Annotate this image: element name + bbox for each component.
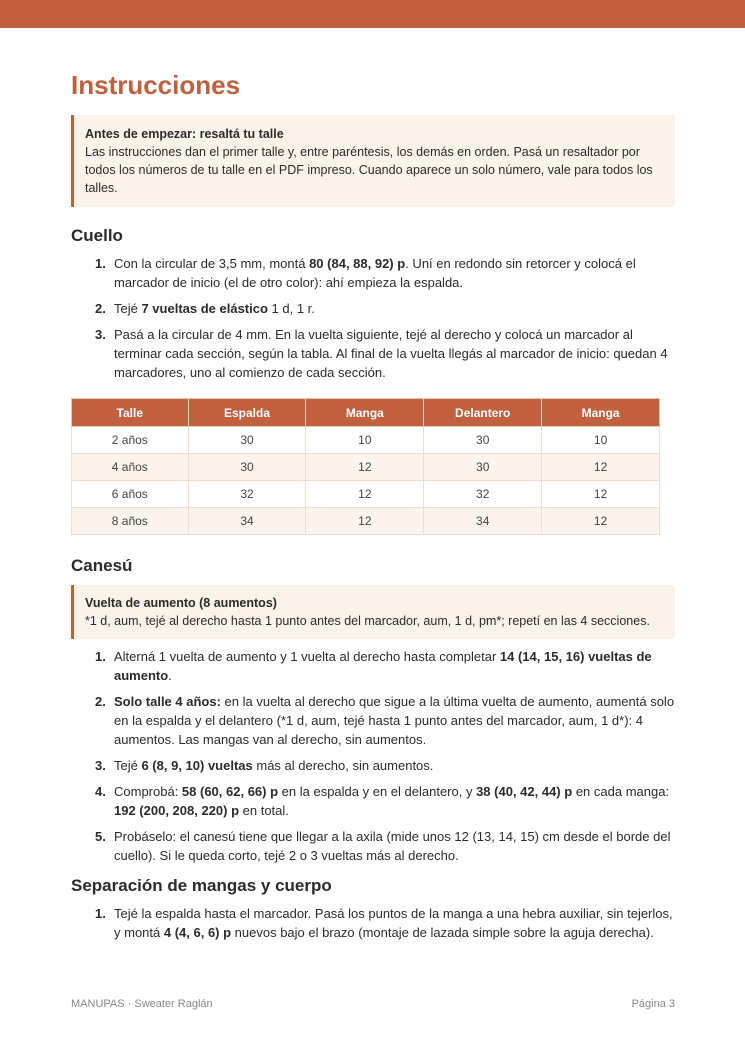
table-row [72, 454, 660, 481]
table-cell: 6 años [72, 481, 189, 508]
step-text: Alterná 1 vuelta de aumento y 1 vuelta al derecho hasta completar [114, 649, 500, 664]
step-emphasis: 4 (4, 6, 6) p [163, 925, 232, 940]
step-text: Tejé [114, 301, 142, 316]
size-callout-title: Antes de empezar: resaltá tu talle [85, 127, 284, 141]
step-text: en la vuelta al derecho que sigue a la última vuelta de aumento, aumentá solo en la espalda y el delantero (*1 d, aum, tejé hasta 1 punto antes del marcador, aum, 1 d*): 4 aumentos. Las mangas van al derecho, sin aumentos. [114, 694, 675, 747]
canesu-steps [71, 647, 675, 865]
table-row [72, 481, 660, 508]
table-header-cell: Manga [542, 399, 660, 427]
step-text: 1 d, 1 r. [267, 301, 315, 316]
instruction-step [71, 692, 675, 749]
step-emphasis: 80 (84, 88, 92) p [309, 256, 406, 271]
step-text: nuevos bajo el brazo (montaje de lazada simple sobre la aguja derecha). [231, 925, 654, 940]
step-number: 2. [95, 694, 106, 709]
table-cell: 10 [306, 427, 424, 454]
table-cell: 12 [542, 481, 660, 508]
table-cell: 34 [424, 508, 542, 535]
step-number: 3. [95, 327, 106, 342]
section-heading-separacion: Separación de mangas y cuerpo [71, 876, 332, 895]
page-title: Instrucciones [71, 70, 241, 100]
instruction-step [71, 827, 675, 865]
step-text: en la espalda y en el delantero, y [278, 784, 477, 799]
step-number: 1. [95, 649, 106, 664]
step-number: 1. [95, 256, 106, 271]
separacion-steps [71, 904, 675, 942]
step-number: 1. [95, 906, 106, 921]
table-header-cell: Talle [72, 399, 189, 427]
table-cell: 30 [188, 454, 306, 481]
step-number: 5. [95, 829, 106, 844]
step-emphasis: 14 (14, 15, 16) vueltas de aumento [114, 649, 652, 683]
step-text: más al derecho, sin aumentos. [252, 758, 434, 773]
section-heading-canesu: Canesú [71, 556, 133, 575]
section-heading-cuello: Cuello [71, 226, 123, 245]
instruction-step [71, 254, 675, 292]
step-text: Comprobá: [114, 784, 182, 799]
instruction-step [71, 904, 675, 942]
instruction-step [71, 299, 675, 318]
increase-callout-body: *1 d, aum, tejé al derecho hasta 1 punto antes del marcador, aum, 1 d, pm*; repetí en las 4 secciones. [85, 614, 650, 628]
table-cell: 12 [306, 508, 424, 535]
instruction-step [71, 756, 675, 775]
increase-round-callout [71, 585, 675, 639]
step-emphasis: 58 (60, 62, 66) p [181, 784, 279, 799]
table-cell: 30 [424, 427, 542, 454]
table-row [72, 427, 660, 454]
table-cell: 12 [542, 454, 660, 481]
table-cell: 8 años [72, 508, 189, 535]
table-cell: 30 [188, 427, 306, 454]
increase-callout-title: Vuelta de aumento (8 aumentos) [85, 596, 277, 610]
table-cell: 2 años [72, 427, 189, 454]
table-header-cell: Espalda [188, 399, 306, 427]
table-header-row [72, 399, 660, 427]
step-number: 4. [95, 784, 106, 799]
table-cell: 12 [306, 481, 424, 508]
step-text: . [168, 668, 172, 683]
table-header-cell: Manga [306, 399, 424, 427]
table-cell: 34 [188, 508, 306, 535]
instruction-step [71, 647, 675, 685]
table-cell: 10 [542, 427, 660, 454]
step-emphasis: Solo talle 4 años: [114, 694, 221, 709]
step-text: en cada manga: [572, 784, 670, 799]
step-number: 3. [95, 758, 106, 773]
table-row [72, 508, 660, 535]
stitch-distribution-table [71, 398, 660, 535]
table-header-cell: Delantero [424, 399, 542, 427]
step-emphasis: 192 (200, 208, 220) p [114, 803, 240, 818]
step-text: Tejé [114, 758, 142, 773]
table-cell: 12 [542, 508, 660, 535]
step-emphasis: 38 (40, 42, 44) p [476, 784, 573, 799]
table-cell: 32 [188, 481, 306, 508]
step-text: Con la circular de 3,5 mm, montá [114, 256, 310, 271]
table-cell: 32 [424, 481, 542, 508]
size-callout-body: Las instrucciones dan el primer talle y, entre paréntesis, los demás en orden. Pasá un resaltador por todos los números de tu talle en el PDF impreso. Cuando aparece un solo número, vale para todos los talles. [85, 145, 653, 195]
table-cell: 12 [306, 454, 424, 481]
cuello-steps [71, 254, 675, 382]
step-number: 2. [95, 301, 106, 316]
size-callout [71, 115, 675, 207]
table-cell: 4 años [72, 454, 189, 481]
step-text: Tejé la espalda hasta el marcador. Pasá los puntos de la manga a una hebra auxiliar, sin tejerlos, y montá [114, 906, 673, 940]
top-accent-bar [0, 0, 745, 28]
step-text: Probáselo: el canesú tiene que llegar a la axila (mide unos 12 (13, 14, 15) cm desde el borde del cuello). Si le queda corto, tejé 2 o 3 vueltas más al derecho. [114, 829, 671, 863]
step-text: Pasá a la circular de 4 mm. En la vuelta siguiente, tejé al derecho y colocá un marcador al terminar cada sección, según la tabla. Al final de la vuelta llegás al marcador de inicio: quedan 4 marcadores, uno al comienzo de cada sección. [114, 327, 668, 380]
page-content [71, 68, 675, 942]
step-emphasis: 6 (8, 9, 10) vueltas [141, 758, 253, 773]
step-text: . Uní en redondo sin retorcer y colocá el marcador de inicio (el de otro color): ahí empieza la espalda. [114, 256, 636, 290]
page-number: Página 3 [631, 998, 675, 1010]
step-emphasis: 7 vueltas de elástico [141, 301, 268, 316]
instruction-step [71, 325, 675, 382]
instruction-step [71, 782, 675, 820]
table-cell: 30 [424, 454, 542, 481]
footer-brand: MANUPAS · Sweater Raglán [71, 998, 213, 1010]
step-text: en total. [239, 803, 289, 818]
